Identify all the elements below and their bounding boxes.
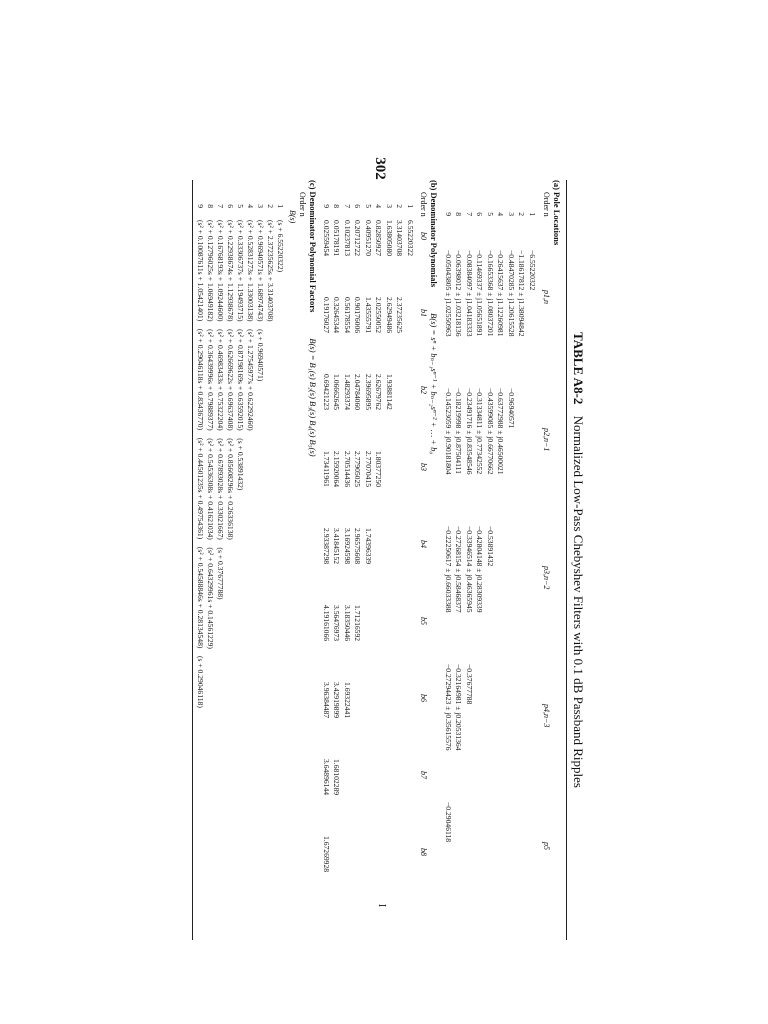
factor-row bbox=[225, 180, 235, 940]
coefficient-column-header: b1 bbox=[419, 309, 428, 317]
pole-value: −0.23491716 ± j0.83548546 bbox=[465, 388, 474, 475]
coefficient-value: 1.74396339 bbox=[364, 528, 373, 565]
order-number: 2 bbox=[517, 212, 527, 216]
pole-column-header: p1,n bbox=[542, 290, 551, 304]
factor-expression: (s² + 0.12796025s + 1.06949182) (s² + 0.36439996s + 0.79889377) (s² + 0.54536308s + 0.41621034) (s² + 0.64329961s + 0.14561229) bbox=[206, 220, 215, 649]
order-number: 1 bbox=[528, 212, 537, 216]
pole-row bbox=[527, 180, 537, 940]
factor-expression: (s² + 2.37235625s + 3.31403708) bbox=[266, 220, 275, 322]
coefficient-value: 1.80377250 bbox=[374, 451, 384, 488]
section-c-heading-line bbox=[308, 180, 318, 457]
section-c-order-label: Order n bbox=[298, 192, 307, 217]
coefficient-column-header: b5 bbox=[419, 617, 428, 625]
pole-value: −0.18219998 ± j0.87504111 bbox=[454, 388, 464, 474]
coefficient-value: 2.77905025 bbox=[353, 451, 363, 488]
pole-value: −0.22250617 ± j0.66033388 bbox=[444, 526, 453, 613]
order-number: 1 bbox=[406, 204, 415, 208]
coefficient-column-header: b6 bbox=[419, 694, 428, 702]
coefficient-value: 0.40951270 bbox=[364, 220, 373, 257]
coefficient-row bbox=[395, 180, 405, 940]
coefficient-value: 0.02559454 bbox=[322, 220, 331, 257]
pole-value: −0.32164981 ± j0.20531364 bbox=[454, 664, 464, 751]
pole-row bbox=[454, 180, 464, 940]
coefficient-value: 0.32645344 bbox=[332, 297, 342, 334]
coefficient-row bbox=[353, 180, 363, 940]
coefficient-value: 3.41845152 bbox=[332, 528, 342, 565]
coefficient-value: 2.77070415 bbox=[364, 451, 373, 488]
factor-row bbox=[205, 180, 215, 940]
pole-column-header: p5 bbox=[542, 842, 551, 850]
factor-row bbox=[215, 180, 225, 940]
factor-expression: (s² + 0.33306737s + 1.19493715) (s² + 0.87198169s + 0.63592015) (s + 0.53891432) bbox=[236, 220, 245, 491]
coefficient-row bbox=[321, 180, 331, 940]
pole-value: −0.26415637 ± j1.12260981 bbox=[496, 250, 506, 337]
factor-expression: (s² + 0.16768193s + 1.09244600) (s² + 0.46983433s + 0.75322204) (s² + 0.67893028s + 0.33021667) (s + 0.37677788) bbox=[216, 220, 225, 600]
order-number: 9 bbox=[322, 204, 331, 208]
pole-value: −6.55220322 bbox=[528, 250, 537, 291]
order-number: 4 bbox=[374, 204, 384, 208]
coefficient-value: 2.37235625 bbox=[395, 297, 405, 334]
coefficient-value: 1.69322441 bbox=[343, 682, 352, 719]
coefficient-value: 1.73411961 bbox=[322, 451, 331, 487]
coefficient-value: 0.82850927 bbox=[374, 220, 384, 257]
coefficient-value: 3.96384487 bbox=[322, 682, 331, 719]
coefficient-value: 2.62949486 bbox=[385, 297, 394, 334]
pole-value: −0.96940571 bbox=[507, 388, 516, 429]
section-c-heading: (c) Denominator Polynomial Factors bbox=[308, 180, 318, 313]
factor-expression: (s + 6.55220322) bbox=[276, 220, 285, 273]
coefficient-value: 2.93387298 bbox=[322, 528, 331, 565]
coefficient-value: 3.56476973 bbox=[332, 605, 342, 642]
coefficient-column-header: b4 bbox=[419, 540, 428, 548]
coefficient-value: 3.16924598 bbox=[343, 528, 352, 565]
order-number: 8 bbox=[332, 204, 342, 208]
pole-value: −0.27268154 ± j0.58468377 bbox=[454, 526, 464, 613]
coefficient-column-header: b8 bbox=[419, 848, 428, 856]
coefficient-value: 1.93881142 bbox=[385, 374, 394, 410]
section-a-order-label: Order n bbox=[542, 192, 551, 217]
coefficient-column-header: b7 bbox=[419, 771, 428, 779]
pole-column-header: p4,n−3 bbox=[542, 704, 551, 728]
bottom-rule bbox=[192, 180, 193, 940]
pole-row bbox=[517, 180, 527, 940]
pole-column-header: p3,n−2 bbox=[542, 566, 551, 590]
pole-value: −0.31334811 ± j0.77342552 bbox=[475, 388, 485, 475]
coefficient-value: 1.63805080 bbox=[385, 220, 394, 257]
pole-value: −0.14523059 ± j0.90181804 bbox=[444, 388, 453, 475]
coefficient-value: 3.64896144 bbox=[322, 759, 331, 796]
margin-mark: I bbox=[376, 903, 388, 908]
coefficient-row bbox=[384, 180, 394, 940]
factor-expression: (s² + 0.96940571s + 1.68974743) (s + 0.96940571) bbox=[256, 220, 265, 382]
order-number: 8 bbox=[206, 204, 215, 208]
pole-value: −0.16653368 ± j1.08037201 bbox=[486, 250, 495, 337]
section-b-heading: (b) Denominator Polynomials bbox=[429, 180, 439, 288]
order-number: 7 bbox=[343, 204, 352, 208]
coefficient-value: 2.96575608 bbox=[353, 528, 363, 565]
factor-row bbox=[245, 180, 255, 940]
section-b-column-headers bbox=[416, 180, 428, 940]
section-a-heading: (a) Pole Locations bbox=[552, 180, 562, 246]
coefficient-row bbox=[363, 180, 373, 940]
page-number: 302 bbox=[371, 157, 388, 180]
pole-row bbox=[464, 180, 474, 940]
table-id: TABLE A8-2 bbox=[571, 332, 586, 405]
factor-row bbox=[275, 180, 285, 940]
pole-value: −0.43599085 ± j0.66770662 bbox=[486, 388, 495, 475]
coefficient-value: 1.48293374 bbox=[343, 374, 352, 411]
factor-row bbox=[235, 180, 245, 940]
coefficient-row bbox=[374, 180, 384, 940]
order-number: 3 bbox=[256, 204, 265, 208]
order-number: 7 bbox=[216, 204, 225, 208]
order-number: 7 bbox=[465, 212, 474, 216]
coefficient-value: 0.90176006 bbox=[353, 297, 363, 334]
order-number: 1 bbox=[276, 204, 285, 208]
section-b-heading-line bbox=[428, 180, 439, 454]
pole-value: −0.11469337 ± j1.05651891 bbox=[475, 250, 485, 337]
section-c-column-label: B(s) bbox=[288, 210, 297, 224]
coefficient-value: 0.10237813 bbox=[343, 220, 352, 257]
coefficient-value: 0.19176027 bbox=[322, 297, 331, 334]
order-number: 6 bbox=[226, 204, 235, 208]
order-number: 2 bbox=[266, 204, 275, 208]
pole-value: −0.48470285 ± j1.20615528 bbox=[507, 250, 516, 337]
coefficient-value: 1.71216592 bbox=[353, 605, 363, 642]
order-number: 8 bbox=[454, 212, 464, 216]
pole-row bbox=[475, 180, 485, 940]
factor-row bbox=[265, 180, 275, 940]
section-b-order-label: Order n bbox=[419, 192, 428, 217]
coefficient-value: 1.43555791 bbox=[364, 297, 373, 334]
section-c-formula: B(s) = B₁(s) B₂(s) B₃(s) B₄(s) B₅(s) bbox=[308, 338, 318, 457]
coefficient-column-header: b3 bbox=[419, 463, 428, 471]
coefficient-column-header: b2 bbox=[419, 386, 428, 394]
factor-row bbox=[255, 180, 265, 940]
coefficient-value: 4.19161066 bbox=[322, 605, 331, 642]
coefficient-value: 6.55220322 bbox=[406, 220, 415, 257]
pole-column-header: p2,n−1 bbox=[542, 428, 551, 452]
factor-expression: (s² + 0.10087611s + 1.05421401) (s² + 0.29046118s + 0.83436770) (s² + 0.44501235s + 0.49754361) (s² + 0.54588846s + 0.28134548) (s + 0.29046118) bbox=[196, 220, 205, 708]
pole-row bbox=[485, 180, 495, 940]
factor-row bbox=[195, 180, 205, 940]
coefficient-value: 2.02550052 bbox=[374, 297, 384, 334]
rotated-table-page bbox=[190, 180, 586, 940]
pole-value: −0.08384097 ± j1.04183333 bbox=[465, 250, 474, 337]
coefficient-column-header: b0 bbox=[419, 232, 428, 240]
factor-expression: (s² + 0.52831273s + 1.33003138) (s² + 1.27545977s + 0.62292460) bbox=[246, 220, 255, 431]
coefficient-value: 1.06662645 bbox=[332, 374, 342, 411]
section-c-column-header bbox=[285, 180, 297, 940]
order-number: 3 bbox=[385, 204, 394, 208]
coefficient-value: 3.42919899 bbox=[332, 682, 342, 719]
coefficient-value: 2.15920064 bbox=[332, 451, 342, 488]
coefficient-value: 1.68102289 bbox=[332, 759, 342, 796]
pole-value: −0.37677788 bbox=[465, 664, 474, 705]
order-number: 5 bbox=[236, 204, 245, 208]
order-number: 3 bbox=[507, 212, 516, 216]
pole-value: −0.33946514 ± j0.46365945 bbox=[465, 526, 474, 613]
section-a-column-headers bbox=[539, 180, 551, 940]
pole-row bbox=[443, 180, 453, 940]
pole-value: −0.63772988 ± j0.46500021 bbox=[496, 388, 506, 475]
coefficient-value: 2.39695895 bbox=[364, 374, 373, 411]
pole-row bbox=[506, 180, 516, 940]
coefficient-value: 3.31403708 bbox=[395, 220, 405, 257]
order-number: 9 bbox=[196, 204, 205, 208]
factor-expression: (s² + 0.22938674s + 1.12938678) (s² + 0.62669622s + 0.69637408) (s² + 0.85608296s + 0.26336138) bbox=[226, 220, 235, 540]
coefficient-value: 1.67269928 bbox=[322, 836, 331, 873]
pole-value: −0.27294423 ± j0.35615576 bbox=[444, 664, 453, 751]
coefficient-value: 0.56178554 bbox=[343, 297, 352, 334]
coefficient-row bbox=[332, 180, 342, 940]
coefficient-value: 3.18350446 bbox=[343, 605, 352, 642]
order-number: 6 bbox=[475, 212, 485, 216]
pole-value: −0.42804148 ± j0.28309339 bbox=[475, 526, 485, 613]
coefficient-value: 0.20712722 bbox=[353, 220, 363, 257]
pole-value: −0.53891432 bbox=[486, 526, 495, 567]
table-caption: Normalized Low-Pass Chebyshev Filters with 0.1 dB Passband Ripples bbox=[571, 415, 586, 788]
order-number: 6 bbox=[353, 204, 363, 208]
coefficient-value: 2.62679762 bbox=[374, 374, 384, 411]
pole-value: −0.06398012 ± j1.03218136 bbox=[454, 250, 464, 337]
order-number: 2 bbox=[395, 204, 405, 208]
coefficient-value: 2.70514436 bbox=[343, 451, 352, 488]
order-number: 5 bbox=[486, 212, 495, 216]
coefficient-value: 0.69421223 bbox=[322, 374, 331, 411]
pole-row bbox=[496, 180, 506, 940]
section-b-formula: B(s) = sⁿ + bₙ₋₁sⁿ⁻¹ + bₙ₋₂sⁿ⁻² + … + b₀ bbox=[429, 313, 439, 455]
table-title bbox=[570, 180, 586, 940]
order-number: 9 bbox=[444, 212, 453, 216]
pole-value: −0.29046118 bbox=[444, 802, 453, 843]
pole-value: −1.18617812 ± j1.38094842 bbox=[517, 250, 527, 337]
order-number: 4 bbox=[246, 204, 255, 208]
coefficient-value: 0.05178191 bbox=[332, 220, 342, 257]
top-rule bbox=[566, 180, 567, 940]
order-number: 5 bbox=[364, 204, 373, 208]
coefficient-row bbox=[405, 180, 415, 940]
coefficient-value: 2.04784060 bbox=[353, 374, 363, 411]
pole-value: −0.05043805 ± j1.02550963 bbox=[444, 250, 453, 337]
order-number: 4 bbox=[496, 212, 506, 216]
coefficient-row bbox=[342, 180, 352, 940]
